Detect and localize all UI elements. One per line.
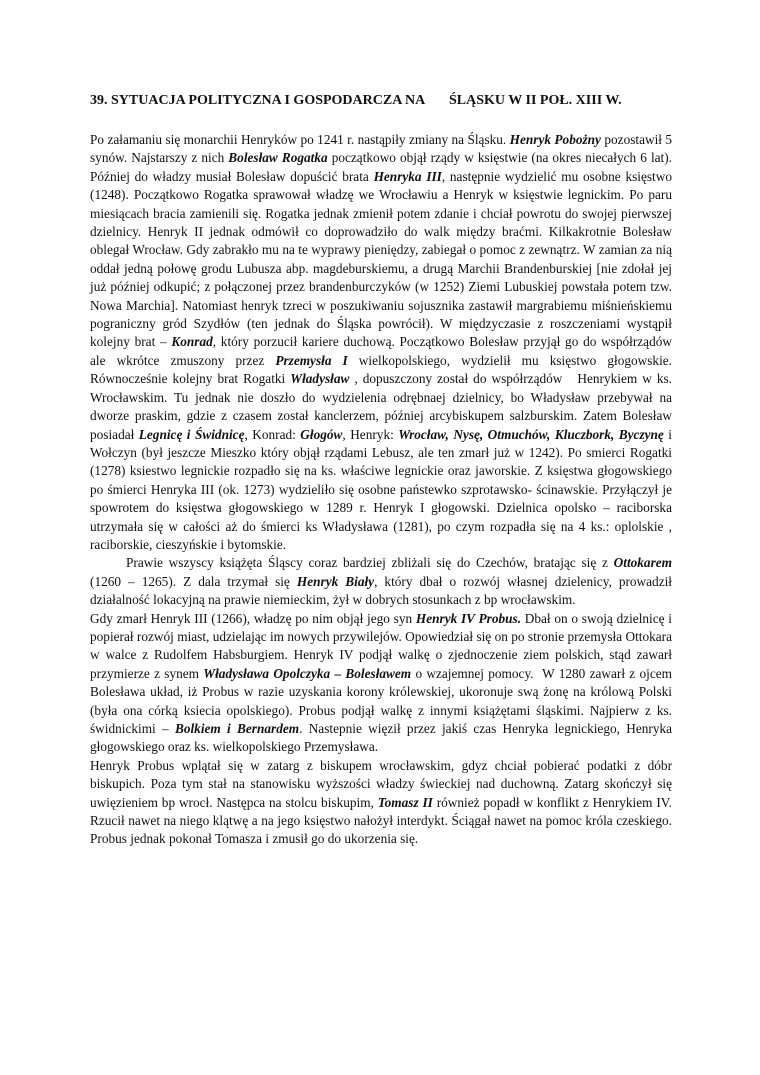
emphasis-text: Tomasz II [377,794,433,810]
emphasis-text: Henryka III [373,168,442,184]
emphasis-text: Wrocław, Nysę, Otmuchów, Kluczbork, Byczynę [398,426,664,442]
emphasis-text: Legnicę i Świdnicę [138,426,245,442]
emphasis-text: Ottokarem [613,555,672,571]
bold-text: 1260 – 1265 [94,573,169,589]
emphasis-text: Głogów [300,426,343,442]
bold-text: Wołczyn [90,444,137,460]
paragraph-1: Po załamaniu się monarchii Henryków po 1241 r. nastąpiły zmiany na Śląsku. Henryk Pobożny pozostawił 5 synów. Najstarszy z nich Bolesław Rogatka początkowo objął rządy w księstwie (na okres niecałych 6 lat). Później do władzy musiał Bolesław dopuścić brata Henryka III, następnie wydzielić mu osobne księstwo (1248). Początkowo Rogatka sprawował władzę we Wrocławiu a Henryk w księstwie legnickim. Po paru miesiącach bracia zamienili się. Rogatka jednak zmienił potem zdanie i chciał powrotu do swojej pierwszej dzielnicy. Henryk II jednak odmówił co doprowadziło do walk między braćmi. Kilkakrotnie Bolesław oblegał Wrocław. Gdy zabrakło mu na te wyprawy pieniędzy, zabiegał o pomoc z zewnątrz. W zamian za nią oddał jedną połowę grodu Lubusza abp. magdeburskiemu, a drugą Marchii Brandenburskiej [nie zdołał jej już później odkupić; z połączonej przez brandenburczyków (w 1252) Ziemi Lubuskiej powstała potem tzw. Nowa Marchia]. Natomiast henryk tzreci w poszukiwaniu sojusznika zastawił margrabiemu miśnieńskiemu pograniczny gród Szydłów (ten jednak do Śląska powrócił). W międzyczasie z roszczeniami wystąpił kolejny brat – Konrad, który porzucił kariere duchową. Początkowo Bolesław przyjął go do współrządów ale wkrótce zmuszony przez Przemysła I wielkopolskiego, wydzielił mu księstwo głogowskie. Równocześnie kolejny brat Rogatki Władysław , dopuszczony został do współrządów Henrykiem w ks. Wrocławskim. Tu jednak nie doszło do wydzielenia odrębnaej dzielnicy, bo Władysław przebywał na dworze praskim, gdzie z czasem został kanclerzem, później arcybiskupem salzburskim. Zatem Bolesław posiadał Legnicę i Świdnicę, Konrad: Głogów, Henryk: Wrocław, Nysę, Otmuchów, Kluczbork, Byczynę i Wołczyn (był jeszcze Mieszko który objął rządami Lebusz, ale ten zmarł już w 1242). Po smierci Rogatki (1278) ksiestwo legnickie rozpadło się na ks. właściwe legnickie oraz jaworskie. Z księstwa głogowskiego po śmierci Henryka III (ok. 1273) wydzieliło się osobne państewko szprotawsko- ścinawskie. Przyłączył je spowrotem do księstwa głogowskiego w 1289 r. Henryk I głogowski. Dzielnica opolsko – raciborska utrzymała się w całości aż do śmierci ks Władysława (1281), po czym rozpadła się na 4 ks.: oplolskie , raciborskie, cieszyńskie i bytomskie. [90,132,673,552]
document-title: 39. SYTUACJA POLITYCZNA I GOSPODARCZA NA ŚLĄSKU W II POŁ. XIII W. [90,93,622,108]
paragraph-3: Gdy zmarł Henryk III (1266), władzę po nim objął jego syn Henryk IV Probus. Dbał on o swoją dzielnicę i popierał rozwój miast, udzielając im nowych przywilejów. Opowiedział się on po stronie przemysła Ottokara w walce z Rudolfem Habsburgiem. Henryk IV podjął walkę o zjednoczenie ziem polskich, stąd zawarł przymierze z synem Władysława Opolczyka – Bolesławem o wzajemnej pomocy. W 1280 zawarł z ojcem Bolesława układ, iż Probus w razie uzyskania korony królewskiej, ukoronuje swą żonę na królową Polski (była ona córką ksiecia opolskiego). Probus podjął walkę z innymi książętami śląskimi. Najpierw z ks. świdnickimi – Bolkiem i Bernardem. Nastepnie więził przez jakiś czas Henryka legnickiego, Henryka głogowskiego oraz ks. wielkopolskiego Przemysława. [90,610,673,755]
bold-text: 1241 [317,132,344,147]
paragraph-2: Prawie wszyscy książęta Śląscy coraz bardziej zbliżali się do Czechów, bratając się z Ottokarem (1260 – 1265). Z dala trzymał się Henryk Biały, który dbał o rozwój własnej dzielenicy, prowadził działalność lokacyjną na prawie niemieckim, żył w dobrych stosunkach z bp wrocławskim. [90,555,673,608]
emphasis-text: Bolkiem i Bernardem [174,721,300,736]
bold-text: Szydłów [193,316,241,332]
bold-text: 1266 [215,610,243,626]
bold-text: 1252 [433,279,460,295]
emphasis-text: Henryk IV Probus. [415,610,522,626]
bold-text: 1248 [94,187,122,203]
bold-text: głogowskie [607,352,669,368]
paragraph-4: Henryk Probus wplątał się w zatarg z biskupem wrocławskim, gdyz chciał pobierać podatki z dóbr biskupich. Poza tym stał na stanowisku wyższości władzy świeckiej nad duchowną. Zatarg skończył się uwięzieniem bp wrocł. Następca na stolcu biskupim, Tomasz II również popadł w konflikt z Henrykiem IV. Rzucił nawet na niego klątwę a na jego księstwo nałożył interdykt. Ściągał nawet na pomoc króla czeskiego. Probus jednak pokonał Tomasza i zmusił go do ukorzenia się. [90,757,672,847]
emphasis-text: Przemysła I [275,352,348,368]
emphasis-text: Bolesław Rogatka [228,150,328,166]
emphasis-text: Henryk Biały [296,573,375,589]
emphasis-text: Władysława Opolczyka – Bolesławem [203,665,412,681]
document-page [90,92,672,849]
emphasis-text: Henryk Pobożny [509,132,601,147]
emphasis-text: Konrad [171,334,213,350]
emphasis-text: Władysław [290,371,350,387]
